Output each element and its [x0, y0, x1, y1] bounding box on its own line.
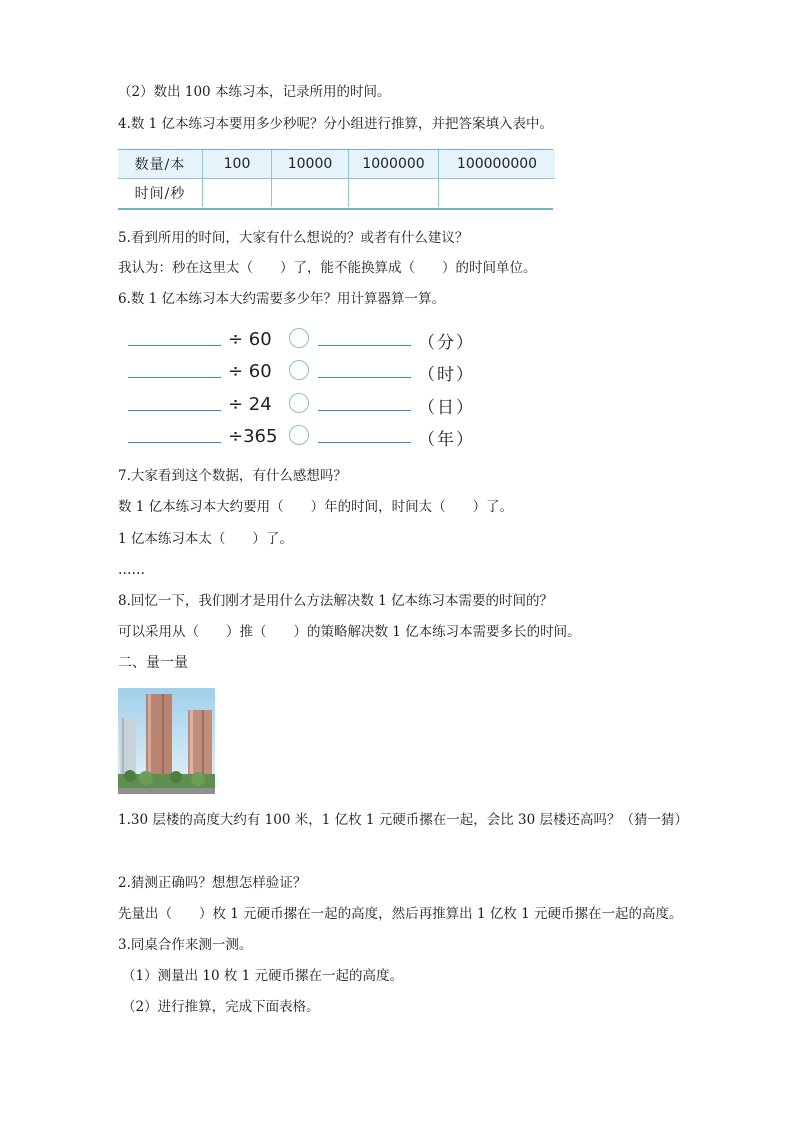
question-7: 7.大家看到这个数据，有什么感想吗？: [118, 468, 347, 484]
calc-row-minutes: [128, 327, 488, 357]
answer-line-7b: 1 亿本练习本太（ ）了。: [118, 531, 293, 547]
question-8: 8.回忆一下，我们刚才是用什么方法解决数 1 亿本练习本需要的时间的？: [118, 593, 554, 609]
answer-line-7a: 数 1 亿本练习本大约要用（ ）年的时间，时间太（ ）了。: [118, 499, 514, 515]
answer-blank[interactable]: [128, 442, 221, 443]
step-measure-1: （1）测量出 10 枚 1 元硬币摞在一起的高度。: [122, 968, 404, 984]
calc-row-days: [128, 392, 488, 422]
calc-row-hours: [128, 359, 488, 389]
answer-blank[interactable]: [128, 345, 221, 346]
question-5: 5.看到所用的时间，大家有什么想说的？或者有什么建议？: [118, 230, 469, 246]
section-heading-measure: 二、量一量: [118, 655, 188, 671]
equals-circle[interactable]: [289, 425, 309, 445]
calc-row-years: [128, 424, 488, 454]
question-4: 4.数 1 亿本练习本要用多少秒呢？分小组进行推算，并把答案填入表中。: [118, 116, 554, 132]
table-answer-cell[interactable]: [203, 179, 272, 208]
answer-blank[interactable]: [318, 442, 411, 443]
division-expression: ÷365: [228, 426, 278, 447]
table-cell: 10000: [272, 150, 349, 179]
equals-circle[interactable]: [289, 360, 309, 380]
answer-blank[interactable]: [318, 345, 411, 346]
answer-blank[interactable]: [318, 410, 411, 411]
question-measure-1: 1.30 层楼的高度大约有 100 米，1 亿枚 1 元硬币摞在一起，会比 30 层楼还高吗？（猜一猜）: [118, 812, 689, 828]
answer-blank[interactable]: [128, 410, 221, 411]
step-measure-2: （2）进行推算，完成下面表格。: [122, 999, 320, 1015]
table-cell: 100000000: [439, 150, 556, 179]
time-table: [118, 150, 555, 207]
question-6: 6.数 1 亿本练习本大约需要多少年？用计算器算一算。: [118, 291, 446, 307]
division-expression: ÷ 60: [228, 329, 272, 350]
division-expression: ÷ 24: [228, 394, 272, 415]
answer-blank[interactable]: [318, 377, 411, 378]
equals-circle[interactable]: [289, 393, 309, 413]
table-answer-cell[interactable]: [439, 179, 556, 208]
text-step-2: （2）数出 100 本练习本，记录所用的时间。: [118, 84, 391, 100]
table-header-time: 时间/秒: [118, 179, 203, 208]
table-bottom-border: [118, 208, 553, 210]
building-photo: [118, 688, 215, 794]
answer-blank[interactable]: [128, 377, 221, 378]
table-row-time: [118, 179, 555, 208]
answer-line-8: 可以采用从（ ）推（ ）的策略解决数 1 亿本练习本需要多长的时间。: [118, 624, 581, 640]
unit-label: （日）: [418, 398, 475, 418]
ellipsis: ……: [118, 562, 145, 578]
table-row-quantity: [118, 150, 555, 179]
table-header-quantity: 数量/本: [118, 150, 203, 179]
unit-label: （时）: [418, 365, 475, 385]
table-answer-cell[interactable]: [349, 179, 439, 208]
answer-line-measure-2: 先量出（ ）枚 1 元硬币摞在一起的高度，然后再推算出 1 亿枚 1 元硬币摞在一起的高度。: [118, 906, 683, 922]
answer-line-5: 我认为：秒在这里太（ ）了，能不能换算成（ ）的时间单位。: [118, 260, 537, 276]
question-measure-2: 2.猜测正确吗？想想怎样验证？: [118, 875, 307, 891]
unit-label: （年）: [418, 430, 475, 450]
table-cell: 1000000: [349, 150, 439, 179]
table-answer-cell[interactable]: [272, 179, 349, 208]
equals-circle[interactable]: [289, 328, 309, 348]
unit-label: （分）: [418, 333, 475, 353]
division-expression: ÷ 60: [228, 361, 272, 382]
table-cell: 100: [203, 150, 272, 179]
question-measure-3: 3.同桌合作来测一测。: [118, 937, 253, 953]
